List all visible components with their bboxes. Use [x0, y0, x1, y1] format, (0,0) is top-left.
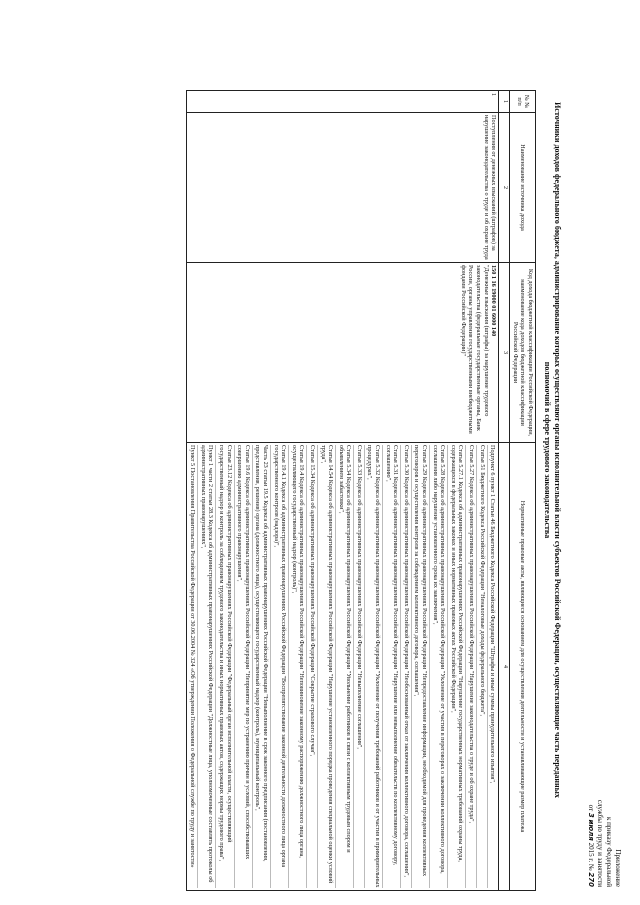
legal-ref: Пункт 1 части 2 статьи 28.3 Кодекса об административных правонарушениях Российской Федерации "Должностные лица, уполномоченные составлять протоколы об административных правонарушениях", — [197, 445, 215, 888]
legal-ref: Статья 5.34 Кодекса об административных правонарушениях Российской Федерации "Увольнение работников в связи с коллективным трудовым спором и объявлением забастовки", — [335, 445, 353, 888]
document-title: Источники доходов федерального бюджета, администрирование которых осуществляют органы исполнительной власти субъектов Российской Федерации, осуществляющие часть переданных полномочий в сфере трудового законодательства — [543, 102, 562, 798]
legal-ref: Пункт 5 Постановления Правительства Российской Федерации от 30.06.2004 № 324 «Об утверждении Положения о Федеральной службе по труду и занятости» — [189, 445, 197, 868]
header-num: № № п/п — [510, 91, 536, 113]
row-code: 150 1 16 19000 01 6000 140 — [490, 265, 498, 337]
col-number-1: 1 — [499, 91, 510, 113]
legal-ref: Подпункт 6 пункт 1 Статьи 46 Бюджетного Кодекса Российской Федерации "Штрафы и иные суммы принудительного изъятия", — [487, 445, 498, 888]
col-number-4: 4 — [499, 443, 510, 891]
appendix-line-1: Приложение — [614, 849, 622, 887]
header-basis: Нормативные правовые акты, являющиеся основанием для осуществления деятельности и устанавливающие размер платежа — [510, 443, 536, 891]
legal-ref: Статья 51 Бюджетного Кодекса Российской Федерации "Неналоговые доходы федерального бюджета", — [476, 445, 487, 888]
legal-ref: Статья 14.54 Кодекса об административных правонарушениях Российской Федерации "Нарушение установленного порядка проведения специальной оценки условий труда", — [317, 445, 335, 888]
legal-ref: Статья 5.32 Кодекса об административных правонарушениях Российской Федерации "Уклонение от получения требований работников и от участия в примирительных процедурах", — [364, 445, 382, 888]
row-refs-cell — [186, 443, 499, 891]
col-number-2: 2 — [499, 113, 510, 263]
legal-ref: Статья 5.27 Кодекса об административных правонарушениях Российской Федерации "Нарушение законодательства о труде и об охране труда", — [465, 445, 476, 888]
row-source-name: Поступления от денежных взысканий (штрафов) за нарушение законодательства о труде и об охране труда — [186, 113, 499, 263]
legal-ref: Статья 19.4.1 Кодекса об административных правонарушениях Российской Федерации "Воспрепятствование законной деятельности должностного лица органа государственного контроля (надзора)", — [270, 445, 288, 888]
header-code: Код дохода бюджетной классификации Российской Федерации, наименование кода доходов бюджетной классификации Российской Федерации — [510, 263, 536, 443]
legal-ref: Статья 19.6 Кодекса об административных правонарушениях Российской Федерации "Непринятие мер по устранению причин и условий, способствовавших совершению административного правонарушения", — [234, 445, 252, 888]
date-day: 3 — [587, 812, 595, 818]
column-number-row — [499, 91, 510, 891]
legal-ref: Статья 5.33 Кодекса об административных правонарушениях Российской Федерации "Невыполнение соглашения", — [353, 445, 364, 888]
legal-ref: Статья 19.4 Кодекса об административных правонарушениях Российской Федерации "Неповиновение законному распоряжению должностного лица органа, осуществляющего государственный надзор (контроль)", — [288, 445, 306, 888]
appendix-header — [586, 737, 622, 887]
appendix-line-3: службы по труду и занятости — [596, 799, 604, 887]
row-code-description: "Денежные взыскания (штрафы) за нарушение трудового законодательства (федеральные государственные органы, Банк России, органы управления государственными внебюджетными фондами Российской Федерации)" — [459, 265, 490, 434]
revenue-sources-table — [186, 90, 536, 891]
row-code-cell — [186, 263, 499, 443]
appendix-date-line — [586, 737, 595, 887]
legal-ref: Статья 5.30 Кодекса об административных правонарушениях Российской Федерации "Необоснованный отказ от заключения коллективного договора, соглашения", — [400, 445, 411, 888]
legal-ref: Статья 15.34 Кодекса об административных правонарушениях Российской Федерации "Сокрытие страхового случая", — [306, 445, 317, 888]
row-num: 1 — [186, 91, 499, 113]
appendix-line-2: к приказу Федеральной — [605, 817, 613, 887]
legal-ref: Статья 5.28 Кодекса об административных правонарушениях Российской Федерации "Уклонение от участия в переговорах о заключении коллективного договора, соглашения либо нарушение установленного срока их заключения", — [429, 445, 447, 888]
order-number: 270 — [587, 872, 595, 887]
legal-ref: Статья 5.31 Кодекса об административных правонарушениях Российской Федерации "Нарушение или невыполнение обязательств по коллективному договору, соглашению", — [382, 445, 400, 888]
legal-ref: Статья 23.12 Кодекса об административных правонарушениях Российской Федерации "Федеральный орган исполнительной власти, осуществляющий государственный надзор и контроль за соблюдением трудового законодательства и иных нормативных правовых актов, содержащих нормы трудового права", — [215, 445, 233, 888]
date-year: 2015 г. № — [587, 842, 595, 871]
date-month: июля — [587, 819, 595, 841]
table-row — [186, 91, 499, 891]
legal-ref: Статья 5.27.1 Кодекса об административных правонарушениях Российской Федерации "Нарушение государственных нормативных требований охраны труда, содержащихся в федеральных законах и иных нормативных правовых актах Российской Федерации", — [447, 445, 465, 888]
table-header-row — [510, 91, 536, 891]
date-prefix: от — [587, 804, 595, 812]
legal-ref: Статья 5.29 Кодекса об административных правонарушениях Российской Федерации "Непредоставление информации, необходимой для проведения коллективных переговоров и осуществления контроля за соблюдением коллективного договора, соглашения", — [411, 445, 429, 888]
col-number-3: 3 — [499, 263, 510, 443]
header-name: Наименование источника дохода — [510, 113, 536, 263]
legal-ref: Часть 23 статьи 19.5 Кодекса об административных правонарушениях Российской Федерации "Невыполнение в срок законного предписания (постановления, представления, решения) органа (должностного лица), осуществляющего государственный надзор (контроль), муниципальный контроль", — [252, 445, 270, 888]
